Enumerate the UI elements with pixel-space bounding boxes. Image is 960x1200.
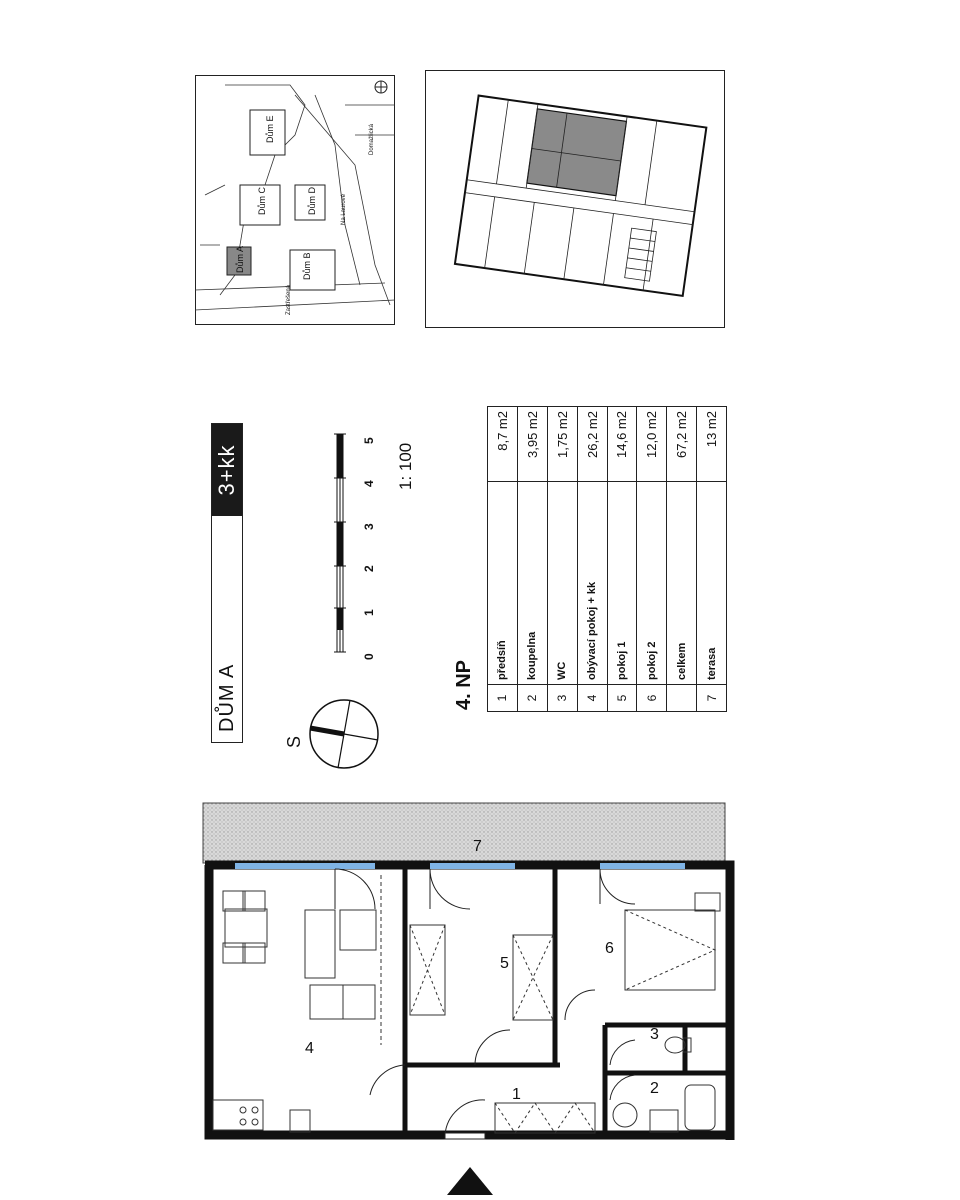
plan-room-number-1: 1 <box>512 1086 521 1103</box>
room-name: koupelna <box>517 482 547 685</box>
plan-room-number-7: 7 <box>473 838 482 855</box>
window <box>430 863 515 869</box>
window <box>600 863 685 869</box>
room-area: 26,2 m2 <box>577 407 607 482</box>
room-number: 7 <box>697 685 727 712</box>
room-area: 14,6 m2 <box>607 407 637 482</box>
street-label-2: Domažlická <box>369 123 375 155</box>
street-label-3: Na Laurové <box>341 193 347 225</box>
scale-tick-1: 1 <box>362 609 376 616</box>
room-name: pokoj 2 <box>637 482 667 685</box>
room-name: obývací pokoj + kk <box>577 482 607 685</box>
room-name: WC <box>547 482 577 685</box>
window <box>235 863 375 869</box>
room-name: pokoj 1 <box>607 482 637 685</box>
room-area: 13 m2 <box>697 407 727 482</box>
table-row <box>637 407 667 712</box>
scale-tick-0: 0 <box>362 653 376 660</box>
room-name: celkem <box>667 482 697 685</box>
floor-key-plan <box>425 70 725 328</box>
plan-room-number-5: 5 <box>500 955 509 972</box>
north-arrow-icon <box>375 81 387 93</box>
table-row <box>607 407 637 712</box>
room-area: 1,75 m2 <box>547 407 577 482</box>
scale-tick-2: 2 <box>362 565 376 572</box>
site-label-house-e: Dům E <box>265 115 275 143</box>
room-number: 2 <box>517 685 547 712</box>
room-number: 1 <box>488 685 518 712</box>
site-label-house-d: Dům D <box>307 186 317 215</box>
scale-ratio: 1: 100 <box>396 442 415 490</box>
site-plan <box>195 75 395 325</box>
table-row <box>667 407 697 712</box>
room-area: 12,0 m2 <box>637 407 667 482</box>
room-number: 4 <box>577 685 607 712</box>
street-label-1: Zastřešená <box>286 284 292 315</box>
room-area-table <box>487 406 727 712</box>
plan-room-number-3: 3 <box>650 1026 659 1043</box>
table-row <box>517 407 547 712</box>
floor-label: 4. NP <box>453 659 475 710</box>
table-row <box>697 407 727 712</box>
table-row <box>547 407 577 712</box>
room-area: 3,95 m2 <box>517 407 547 482</box>
site-label-house-b: Dům B <box>302 252 312 280</box>
scale-tick-4: 4 <box>362 480 376 487</box>
plan-room-number-6: 6 <box>605 940 614 957</box>
scale-tick-3: 3 <box>362 523 376 530</box>
room-name: předsíň <box>488 482 518 685</box>
room-number: 6 <box>637 685 667 712</box>
room-number <box>667 685 697 712</box>
entrance-arrow-icon <box>445 1165 495 1197</box>
scale-bar <box>330 428 350 658</box>
terrace-area <box>203 803 725 863</box>
site-label-house-c: Dům C <box>257 186 267 215</box>
room-area: 8,7 m2 <box>488 407 518 482</box>
compass-icon <box>304 697 384 773</box>
site-label-house-a: Dům A <box>235 245 245 273</box>
room-area: 67,2 m2 <box>667 407 697 482</box>
house-name: DŮM A <box>216 663 238 732</box>
compass-label: S <box>284 735 304 748</box>
room-name: terasa <box>697 482 727 685</box>
room-number: 5 <box>607 685 637 712</box>
table-row <box>488 407 518 712</box>
house-label-box <box>211 423 243 743</box>
unit-type-badge: 3+kk <box>212 424 242 516</box>
scale-tick-5: 5 <box>362 437 376 444</box>
plan-room-number-4: 4 <box>305 1040 314 1057</box>
table-row <box>577 407 607 712</box>
room-number: 3 <box>547 685 577 712</box>
plan-room-number-2: 2 <box>650 1080 659 1097</box>
